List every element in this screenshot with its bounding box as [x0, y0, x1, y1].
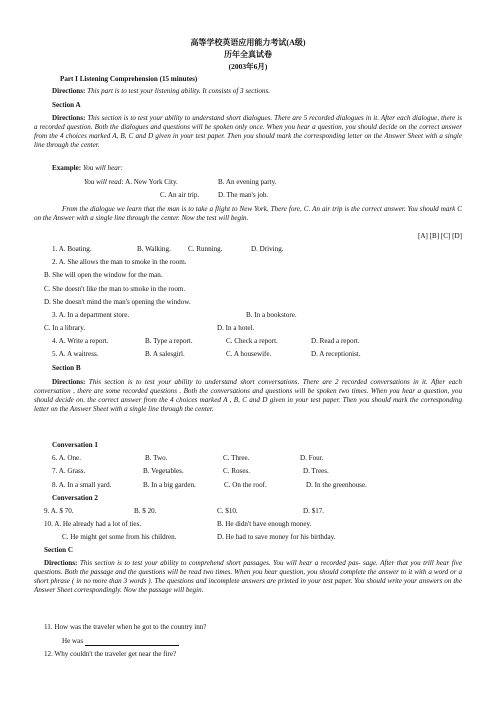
- q10-option-d: D. He had to save money for his birthday.: [217, 533, 336, 541]
- q8-option-c: C. On the roof.: [224, 481, 267, 489]
- example-option-c: C. An air trip.: [160, 191, 200, 199]
- q5-option-d: D. A receptionist.: [311, 350, 361, 358]
- exam-subtitle: 历年全真试卷: [224, 50, 272, 59]
- sectionC-directions: [34, 559, 462, 595]
- q1-option-d: D. Driving.: [251, 245, 284, 253]
- q3-option-c: C. In a library.: [44, 324, 86, 332]
- example-line: [52, 164, 123, 173]
- directions-label: Directions:: [44, 559, 78, 567]
- exam-title: 高等学校英语应用能力考试(A级): [190, 38, 306, 47]
- q8-option-a: 8. A. In a small yard.: [52, 481, 112, 489]
- q2-option-b: B. She will open the window for the man.: [44, 271, 163, 279]
- q4-option-a: 4. A. Write a report.: [52, 337, 109, 345]
- q6-option-a: 6. A. One.: [52, 454, 81, 462]
- q1-option-b: B. Walking.: [137, 245, 171, 253]
- directions-text: This section is to test your ability to comprehend short passages. You will hear a recorded pas- sage. After that you trill hear five questions. Both the passage and the questions will be read two times. When you hear question, you should complete the answer to it with a word or a short phrase ( in no more than 3 words ). The questions and incomplete answers are printed in your test paper. You should write your answers on the Answer Sheet correspondingly. Now the passage will begin.: [34, 559, 462, 594]
- answer-marks: [A] [B] [C] [D]: [418, 232, 462, 240]
- directions-text: This part is to test your listening ability. It consists of 3 sections.: [87, 87, 271, 95]
- q8-option-d: D. In the greenhouse.: [306, 481, 367, 489]
- q2-option-a: 2. A. She allows the man to smoke in the room.: [52, 258, 187, 266]
- example-label: Example:: [52, 164, 82, 172]
- conversation1-heading: Conversation 1: [52, 441, 98, 449]
- exam-date: (2003年6月): [228, 62, 268, 71]
- q8-option-b: B. In a big garden.: [143, 481, 196, 489]
- sectionA-heading: Section A: [52, 101, 81, 109]
- q11-question: 11. How was the traveler when he got to the country inn?: [44, 623, 207, 631]
- q11-answer-prefix: He was: [62, 637, 84, 645]
- q6-option-b: B. Two.: [145, 454, 168, 462]
- q9-option-d: D. $17.: [303, 507, 325, 515]
- q3-option-b: B. In a bookstore.: [246, 311, 297, 319]
- q7-option-c: C. Roses.: [223, 467, 250, 475]
- directions-label: Directions:: [52, 87, 86, 95]
- q3-option-a: 3. A. In a department store.: [52, 311, 130, 319]
- q7-option-d: D. Trees.: [303, 467, 329, 475]
- directions-label: Directions:: [52, 114, 86, 122]
- sectionB-heading: Section B: [52, 364, 81, 372]
- example-option-a: A. New York City.: [125, 178, 178, 186]
- q7-option-a: 7. A. Grass.: [52, 467, 86, 475]
- q2-option-c: C. She doesn't like the man to smoke in the room.: [44, 285, 186, 293]
- example-option-b: B. An evening party.: [218, 178, 277, 186]
- q9-option-c: C. $10.: [217, 507, 238, 515]
- q9-option-b: B. $ 20.: [134, 507, 157, 515]
- q5-option-c: C. A housewife.: [226, 350, 272, 358]
- q11-answer-blank[interactable]: __________________________.: [84, 637, 179, 645]
- q6-option-d: D. Four.: [300, 454, 324, 462]
- example-read-line: [84, 178, 178, 187]
- q6-option-c: C. Three.: [223, 454, 250, 462]
- q5-option-a: 5. A. A waitress.: [52, 350, 99, 358]
- q2-option-d: D. She doesn't mind the man's opening the window.: [44, 298, 191, 306]
- sectionC-heading: Section C: [44, 546, 73, 554]
- q7-option-b: B. Vegetables.: [143, 467, 184, 475]
- sectionB-directions: [34, 378, 462, 414]
- q12-question: 12. Why couldn't the traveler get near the fire?: [44, 650, 177, 658]
- directions-text: This section is to test your ability to understand short conversations. There are 2 recorded conversations in it. After each conversation , there are some recorded questions . Both the conversations and questions will be spoken two times. When you hear a question, you should decide on. the correct answer from the 4 choices marked A , B, C and D given in your test paper. Then you should mark the corresponding letter on the Answer Sheet with a single line through the center.: [34, 378, 462, 413]
- example-option-d: D. The man's job.: [218, 191, 269, 199]
- part1-heading: Part I Listening Comprehension (15 minutes): [60, 75, 198, 83]
- directions-label: Directions:: [52, 378, 86, 386]
- q10-option-c: C. He might get some from his children.: [62, 533, 177, 541]
- q11-answer-line: [62, 637, 179, 646]
- part1-directions: [52, 87, 270, 96]
- sectionA-directions: [34, 114, 462, 150]
- q10-option-a: 10. A. He already had a lot of ties.: [44, 520, 142, 528]
- q9-option-a: 9. A. $ 70.: [44, 507, 74, 515]
- q3-option-d: D. In a hotel.: [217, 324, 255, 332]
- q4-option-d: D. Read a report.: [311, 337, 360, 345]
- q1-option-a: 1. A. Boating.: [52, 245, 92, 253]
- q4-option-c: C. Check a report.: [226, 337, 278, 345]
- q4-option-b: B. Type a report.: [145, 337, 193, 345]
- example-hear: You will hear:: [82, 164, 123, 172]
- q1-option-c: C. Running.: [188, 245, 223, 253]
- conversation2-heading: Conversation 2: [52, 494, 98, 502]
- q10-option-b: B. He didn't have enough money.: [217, 520, 312, 528]
- q5-option-b: B. A salesgirl.: [145, 350, 185, 358]
- directions-text: This section is to test your ability to understand short dialogues. There are 5 recorded dialogues in it. After each dialogue, there is a recorded question. Both the dialogues and questions will be spoken only once. When you hear a question, you should decide on the correct answer from the 4 choices marked A, B, C and D given in your test paper. Then you should mark the corresponding letter on the Answer Sheet with a single line through the center.: [34, 114, 462, 149]
- example-read-label: You will read:: [84, 178, 124, 186]
- example-explanation: From the dialogue we learn that the man is to take a flight to New York. There fore, C. An air trip is the correct answer. You should mark C on the Answer with a single line through the center. Now the test will begin.: [34, 205, 462, 222]
